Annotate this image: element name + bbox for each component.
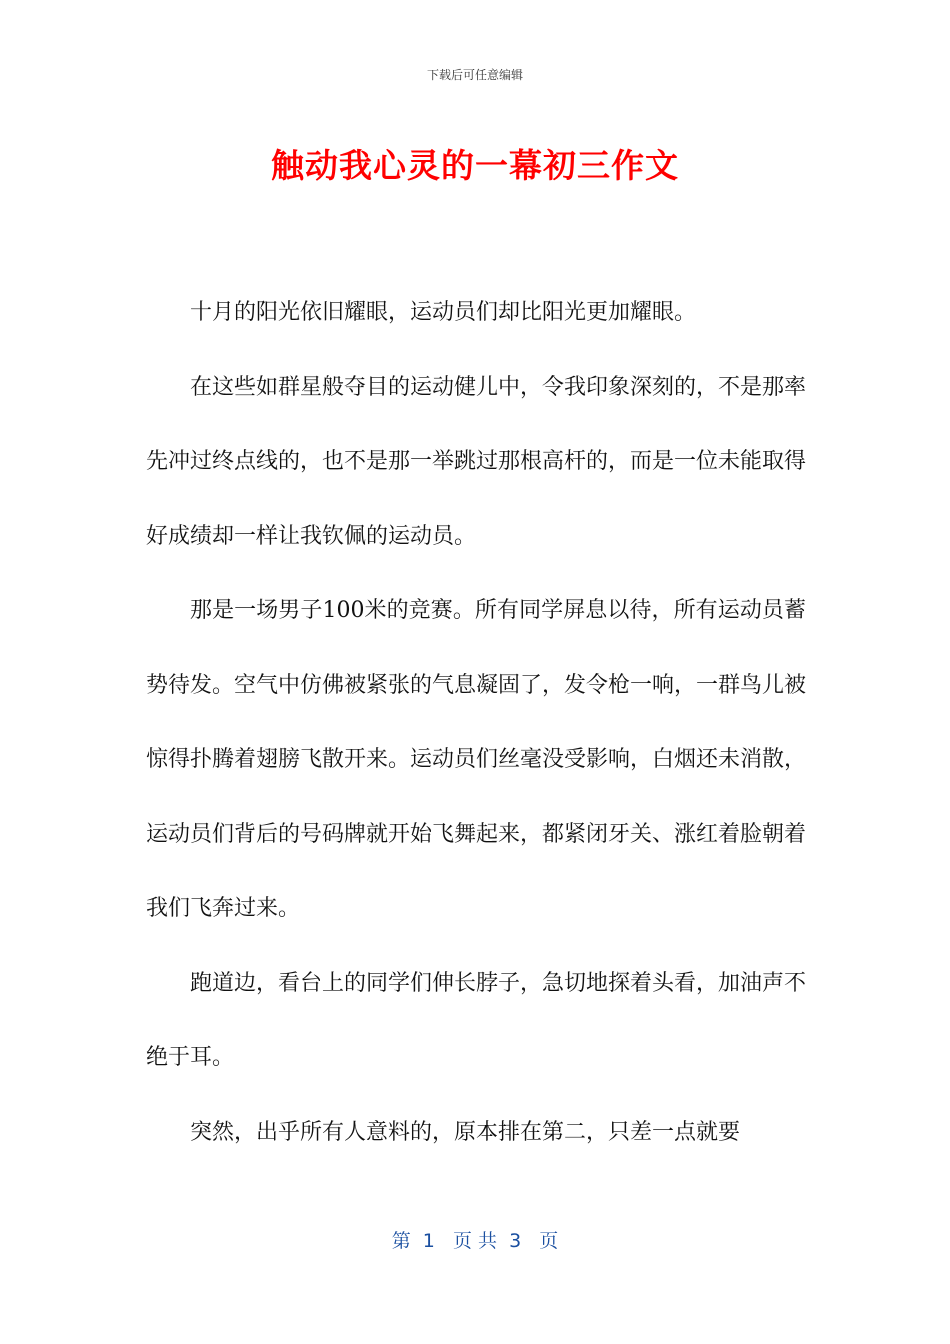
document-body [146, 276, 806, 1170]
paragraph: 突然，出乎所有人意料的，原本排在第二，只差一点就要 [190, 1119, 741, 1145]
paragraph: 十月的阳光依旧耀眼，运动员们却比阳光更加耀眼。 [190, 300, 697, 325]
paragraph: 在这些如群星般夺目的运动健儿中，令我印象深刻的，不是那率先冲过终点线的，也不是那一举跳过那根高杆的，而是一位未能取得好成绩却一样让我钦佩的运动员。 [146, 374, 807, 549]
page-number-footer: 第 1 页 共 3 页 [391, 1230, 559, 1252]
document-title: 触动我心灵的一幕初三作文 [271, 146, 679, 185]
header-note: 下载后可任意编辑 [426, 68, 523, 82]
paragraph: 那是一场男子100米的竞赛。所有同学屏息以待，所有运动员蓄势待发。空气中仿佛被紧张的气息凝固了，发令枪一响，一群鸟儿被惊得扑腾着翅膀飞散开来。运动员们丝毫没受影响，白烟还未消散，运动员们背后的号码牌就开始飞舞起来，都紧闭牙关、涨红着脸朝着我们飞奔过来。 [146, 598, 807, 921]
paragraph: 跑道边，看台上的同学们伸长脖子，急切地探着头看，加油声不绝于耳。 [146, 970, 807, 1070]
